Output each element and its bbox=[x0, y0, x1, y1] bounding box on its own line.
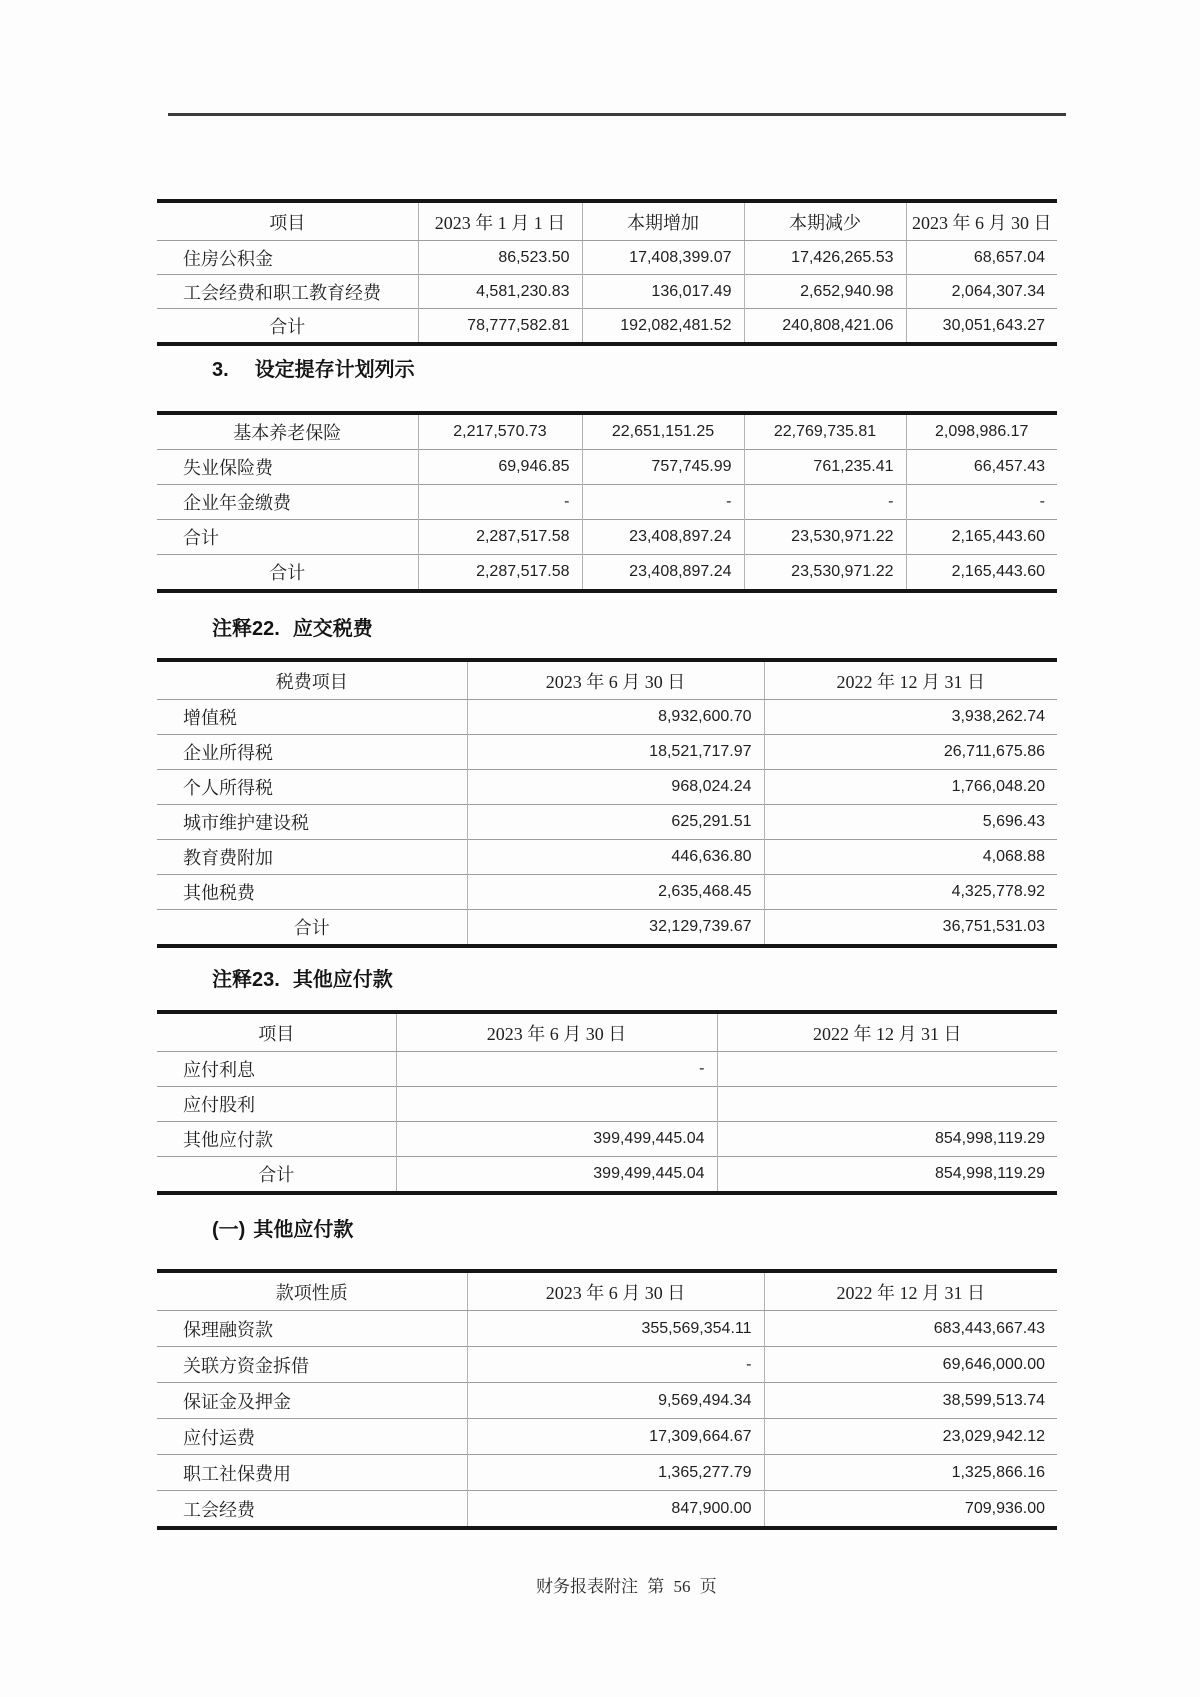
row-label: 教育费附加 bbox=[157, 840, 467, 875]
section-heading-note22 bbox=[212, 616, 373, 642]
cell-value: 625,291.51 bbox=[467, 805, 764, 840]
table-row bbox=[157, 1122, 1057, 1157]
row-label: 合计 bbox=[157, 555, 418, 592]
cell-value: 2,064,307.34 bbox=[906, 275, 1057, 309]
row-label: 基本养老保险 bbox=[233, 423, 342, 443]
heading-number: 注释23. bbox=[212, 969, 280, 991]
heading-text: 其他应付款 bbox=[292, 969, 393, 991]
cell-value: 9,569,494.34 bbox=[467, 1383, 764, 1419]
cell-value: 5,696.43 bbox=[764, 805, 1057, 840]
row-label: 工会经费 bbox=[157, 1491, 467, 1529]
row-label: 住房公积金 bbox=[183, 248, 273, 269]
table-row bbox=[157, 1157, 1057, 1194]
header-row bbox=[157, 201, 1057, 241]
section-heading-defined-contribution bbox=[212, 357, 415, 383]
row-label: 应付利息 bbox=[183, 1060, 255, 1080]
table-row bbox=[157, 1419, 1057, 1455]
cell-value: 968,024.24 bbox=[467, 770, 764, 805]
column-header: 2022 年 12 月 31 日 bbox=[764, 660, 1057, 700]
column-header: 项目 bbox=[157, 1012, 396, 1052]
row-label: 应付运费 bbox=[157, 1419, 467, 1455]
column-header: 项目 bbox=[157, 201, 418, 241]
table-defined-contribution-plan bbox=[157, 411, 1057, 593]
cell-value: 399,499,445.04 bbox=[396, 1122, 717, 1157]
cell-value: 446,636.80 bbox=[467, 840, 764, 875]
cell-value: 854,998,119.29 bbox=[717, 1122, 1057, 1157]
cell-value bbox=[717, 1087, 1057, 1122]
cell-value: 136,017.49 bbox=[582, 275, 744, 309]
cell-value: 23,530,971.22 bbox=[744, 520, 906, 555]
table-row bbox=[157, 275, 1057, 309]
cell-value: 355,569,354.11 bbox=[467, 1311, 764, 1347]
table-row bbox=[157, 1383, 1057, 1419]
header-row bbox=[157, 660, 1057, 700]
cell-value: 22,651,151.25 bbox=[582, 413, 744, 450]
table-host-taxes-payable bbox=[157, 658, 1057, 948]
cell-value: 757,745.99 bbox=[582, 450, 744, 485]
table-row bbox=[157, 735, 1057, 770]
row-label: 个人所得税 bbox=[157, 770, 467, 805]
table-row bbox=[157, 1052, 1057, 1087]
cell-value: 1,365,277.79 bbox=[467, 1455, 764, 1491]
column-header: 2023 年 6 月 30 日 bbox=[396, 1012, 717, 1052]
row-label: 其他税费 bbox=[157, 875, 467, 910]
cell-value: 2,287,517.58 bbox=[418, 520, 582, 555]
cell-value: 8,932,600.70 bbox=[467, 700, 764, 735]
cell-value: 17,309,664.67 bbox=[467, 1419, 764, 1455]
cell-value: 709,936.00 bbox=[764, 1491, 1057, 1529]
cell-value: 3,938,262.74 bbox=[764, 700, 1057, 735]
table-other-payables-by-nature bbox=[157, 1269, 1057, 1530]
table-row bbox=[157, 413, 1057, 450]
row-label: 失业保险费 bbox=[157, 450, 418, 485]
table-row bbox=[157, 875, 1057, 910]
table-row bbox=[157, 1311, 1057, 1347]
table-row bbox=[157, 450, 1057, 485]
cell-value: 86,523.50 bbox=[418, 241, 582, 275]
heading-number: (一) bbox=[212, 1219, 246, 1241]
heading-number: 注释22. bbox=[212, 618, 280, 640]
cell-value: 399,499,445.04 bbox=[396, 1157, 717, 1194]
heading-text: 设定提存计划列示 bbox=[254, 359, 415, 381]
row-label: 合计 bbox=[157, 520, 418, 555]
table-host-other-payables-summary bbox=[157, 1010, 1057, 1195]
row-label: 应付股利 bbox=[157, 1087, 396, 1122]
cell-value: 23,029,942.12 bbox=[764, 1419, 1057, 1455]
cell-value: 26,711,675.86 bbox=[764, 735, 1057, 770]
header-row bbox=[157, 1012, 1057, 1052]
cell-value: 22,769,735.81 bbox=[744, 413, 906, 450]
table-row bbox=[157, 910, 1057, 947]
row-label: 企业所得税 bbox=[157, 735, 467, 770]
table-row bbox=[157, 241, 1057, 275]
section-heading-note23 bbox=[212, 967, 393, 993]
cell-value: 854,998,119.29 bbox=[717, 1157, 1057, 1194]
row-label: 城市维护建设税 bbox=[157, 805, 467, 840]
row-label: 工会经费和职工教育经费 bbox=[157, 275, 418, 309]
table-row bbox=[157, 309, 1057, 345]
cell-value: 1,325,866.16 bbox=[764, 1455, 1057, 1491]
cell-value: 68,657.04 bbox=[906, 241, 1057, 275]
cell-value: 78,777,582.81 bbox=[418, 309, 582, 345]
cell-value: 38,599,513.74 bbox=[764, 1383, 1057, 1419]
column-header: 2023 年 6 月 30 日 bbox=[467, 660, 764, 700]
table-benefits-summary bbox=[157, 199, 1057, 346]
row-label: 保证金及押金 bbox=[157, 1383, 467, 1419]
column-header: 税费项目 bbox=[157, 660, 467, 700]
cell-value: - bbox=[467, 1347, 764, 1383]
table-row bbox=[157, 770, 1057, 805]
heading-text: 其他应付款 bbox=[253, 1219, 354, 1241]
table-row bbox=[157, 700, 1057, 735]
column-header: 2022 年 12 月 31 日 bbox=[717, 1012, 1057, 1052]
cell-value: 2,165,443.60 bbox=[906, 555, 1057, 592]
table-row bbox=[157, 555, 1057, 592]
column-header: 2023 年 1 月 1 日 bbox=[418, 201, 582, 241]
table-host-other-payables-by-nature bbox=[157, 1269, 1057, 1530]
cell-value: 4,068.88 bbox=[764, 840, 1057, 875]
row-label: 合计 bbox=[157, 309, 418, 345]
cell-value: 683,443,667.43 bbox=[764, 1311, 1057, 1347]
cell-value: 32,129,739.67 bbox=[467, 910, 764, 947]
table-row bbox=[157, 840, 1057, 875]
cell-value: - bbox=[744, 485, 906, 520]
section-heading-other-payables-detail bbox=[212, 1217, 353, 1243]
cell-value: 23,408,897.24 bbox=[582, 555, 744, 592]
cell-value: 17,426,265.53 bbox=[744, 241, 906, 275]
cell-value bbox=[717, 1052, 1057, 1087]
row-label: 合计 bbox=[157, 910, 467, 947]
column-header: 本期减少 bbox=[744, 201, 906, 241]
table-row bbox=[157, 1087, 1057, 1122]
row-label: 职工社保费用 bbox=[157, 1455, 467, 1491]
cell-value: - bbox=[396, 1052, 717, 1087]
cell-value: 17,408,399.07 bbox=[582, 241, 744, 275]
cell-value: - bbox=[582, 485, 744, 520]
header-row bbox=[157, 1271, 1057, 1311]
table-other-payables-summary bbox=[157, 1010, 1057, 1195]
cell-value: 2,652,940.98 bbox=[744, 275, 906, 309]
column-header: 2022 年 12 月 31 日 bbox=[764, 1271, 1057, 1311]
cell-value: 4,325,778.92 bbox=[764, 875, 1057, 910]
cell-value: 23,408,897.24 bbox=[582, 520, 744, 555]
cell-value: 2,287,517.58 bbox=[418, 555, 582, 592]
table-host-defined-contribution-plan bbox=[157, 411, 1057, 593]
row-label: 其他应付款 bbox=[157, 1122, 396, 1157]
cell-value: 23,530,971.22 bbox=[744, 555, 906, 592]
column-header: 本期增加 bbox=[582, 201, 744, 241]
cell-value: 69,646,000.00 bbox=[764, 1347, 1057, 1383]
table-row bbox=[157, 485, 1057, 520]
row-label: 保理融资款 bbox=[183, 1319, 273, 1340]
cell-value: - bbox=[906, 485, 1057, 520]
cell-value: - bbox=[418, 485, 582, 520]
table-row bbox=[157, 805, 1057, 840]
cell-value: 4,581,230.83 bbox=[418, 275, 582, 309]
heading-text: 应交税费 bbox=[292, 618, 373, 640]
table-row bbox=[157, 1347, 1057, 1383]
cell-value: 2,098,986.17 bbox=[906, 413, 1057, 450]
table-row bbox=[157, 520, 1057, 555]
table-taxes-payable bbox=[157, 658, 1057, 948]
column-header: 2023 年 6 月 30 日 bbox=[467, 1271, 764, 1311]
cell-value: 847,900.00 bbox=[467, 1491, 764, 1529]
table-row bbox=[157, 1455, 1057, 1491]
cell-value: 2,217,570.73 bbox=[418, 413, 582, 450]
cell-value: 2,165,443.60 bbox=[906, 520, 1057, 555]
page-footer: 财务报表附注 第 56 页 bbox=[536, 1577, 717, 1596]
cell-value: 192,082,481.52 bbox=[582, 309, 744, 345]
row-label: 企业年金缴费 bbox=[157, 485, 418, 520]
cell-value: 66,457.43 bbox=[906, 450, 1057, 485]
row-label: 增值税 bbox=[183, 708, 237, 728]
cell-value bbox=[396, 1087, 717, 1122]
cell-value: 2,635,468.45 bbox=[467, 875, 764, 910]
header-rule bbox=[168, 113, 1066, 116]
table-row bbox=[157, 1491, 1057, 1529]
cell-value: 240,808,421.06 bbox=[744, 309, 906, 345]
table-host-benefits-summary bbox=[157, 199, 1057, 346]
cell-value: 36,751,531.03 bbox=[764, 910, 1057, 947]
column-header: 2023 年 6 月 30 日 bbox=[906, 201, 1057, 241]
row-label: 合计 bbox=[157, 1157, 396, 1194]
cell-value: 1,766,048.20 bbox=[764, 770, 1057, 805]
cell-value: 761,235.41 bbox=[744, 450, 906, 485]
cell-value: 30,051,643.27 bbox=[906, 309, 1057, 345]
cell-value: 18,521,717.97 bbox=[467, 735, 764, 770]
column-header: 款项性质 bbox=[157, 1271, 467, 1311]
row-label: 关联方资金拆借 bbox=[157, 1347, 467, 1383]
heading-number: 3. bbox=[212, 359, 229, 381]
cell-value: 69,946.85 bbox=[418, 450, 582, 485]
